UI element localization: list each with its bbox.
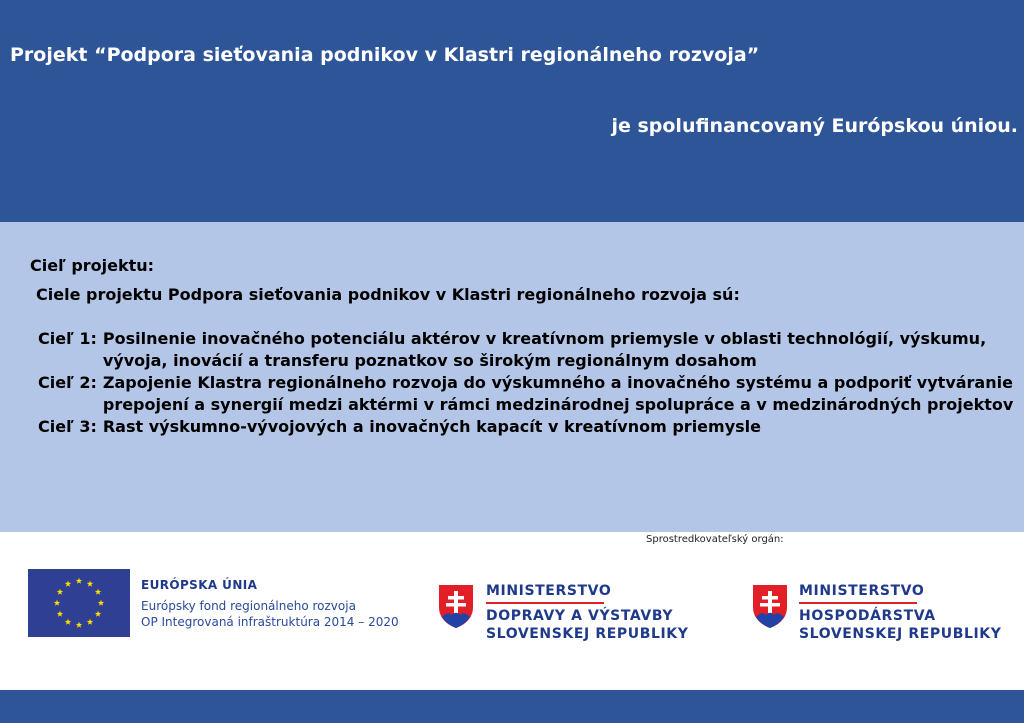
slovak-coat-of-arms-icon	[751, 583, 789, 629]
ministry-red-rule	[799, 602, 917, 604]
eu-fund-name: Európsky fond regionálneho rozvoja	[141, 599, 356, 613]
eu-flag-icon	[28, 569, 130, 637]
goal-number: Cieľ 1:	[38, 329, 97, 348]
logos-footer	[0, 532, 1024, 690]
goal-text: Rast výskumno-vývojových a inovačných kapacít v kreatívnom priemysle	[102, 417, 761, 436]
header-band	[0, 0, 1024, 222]
ministry-dept: HOSPODÁRSTVA	[799, 608, 936, 624]
ministry-economy-logo	[799, 582, 1001, 643]
eu-fund-block	[141, 578, 399, 630]
cofinancing-statement: je spolufinancovaný Európskou úniou.	[611, 115, 1018, 137]
goals-list	[38, 328, 1018, 438]
goal-number: Cieľ 3:	[38, 417, 97, 436]
ministry-word: MINISTERSTVO	[799, 583, 925, 599]
ministry-country: SLOVENSKEJ REPUBLIKY	[486, 626, 689, 642]
goal-text: Zapojenie Klastra regionálneho rozvoja do výskumného a inovačného systému a podporiť vytváranie prepojení a synergií medzi aktérmi v rámci medzinárodnej spolupráce a v medzinárodných projektov	[102, 373, 1014, 414]
goal-item-1	[38, 328, 1018, 372]
goal-item-3	[38, 416, 1018, 438]
ministry-country: SLOVENSKEJ REPUBLIKY	[799, 626, 1002, 642]
goal-number: Cieľ 2:	[38, 373, 97, 392]
ministry-word: MINISTERSTVO	[486, 583, 612, 599]
intermediary-label: Sprostredkovateľský orgán:	[646, 534, 784, 545]
goal-text: Posilnenie inovačného potenciálu aktérov v kreatívnom priemysle v oblasti technológií, výskumu, vývoja, inovácií a transferu poznatkov so širokým regionálnym dosahom	[102, 329, 987, 370]
goal-item-2	[38, 372, 1018, 416]
goals-intro: Ciele projektu Podpora sieťovania podnikov v Klastri regionálneho rozvoja sú:	[36, 285, 740, 304]
project-title: Projekt “Podpora sieťovania podnikov v Klastri regionálneho rozvoja”	[10, 44, 760, 66]
footer-band	[0, 690, 1024, 723]
ministry-transport-logo	[486, 582, 688, 643]
ministry-dept: DOPRAVY A VÝSTAVBY	[486, 608, 674, 624]
goal-heading: Cieľ projektu:	[30, 256, 155, 275]
eu-head: EURÓPSKA ÚNIA	[141, 578, 258, 592]
slovak-coat-of-arms-icon	[437, 583, 475, 629]
goals-panel	[0, 222, 1024, 532]
eu-programme: OP Integrovaná infraštruktúra 2014 – 2020	[141, 615, 399, 629]
ministry-red-rule	[486, 602, 604, 604]
